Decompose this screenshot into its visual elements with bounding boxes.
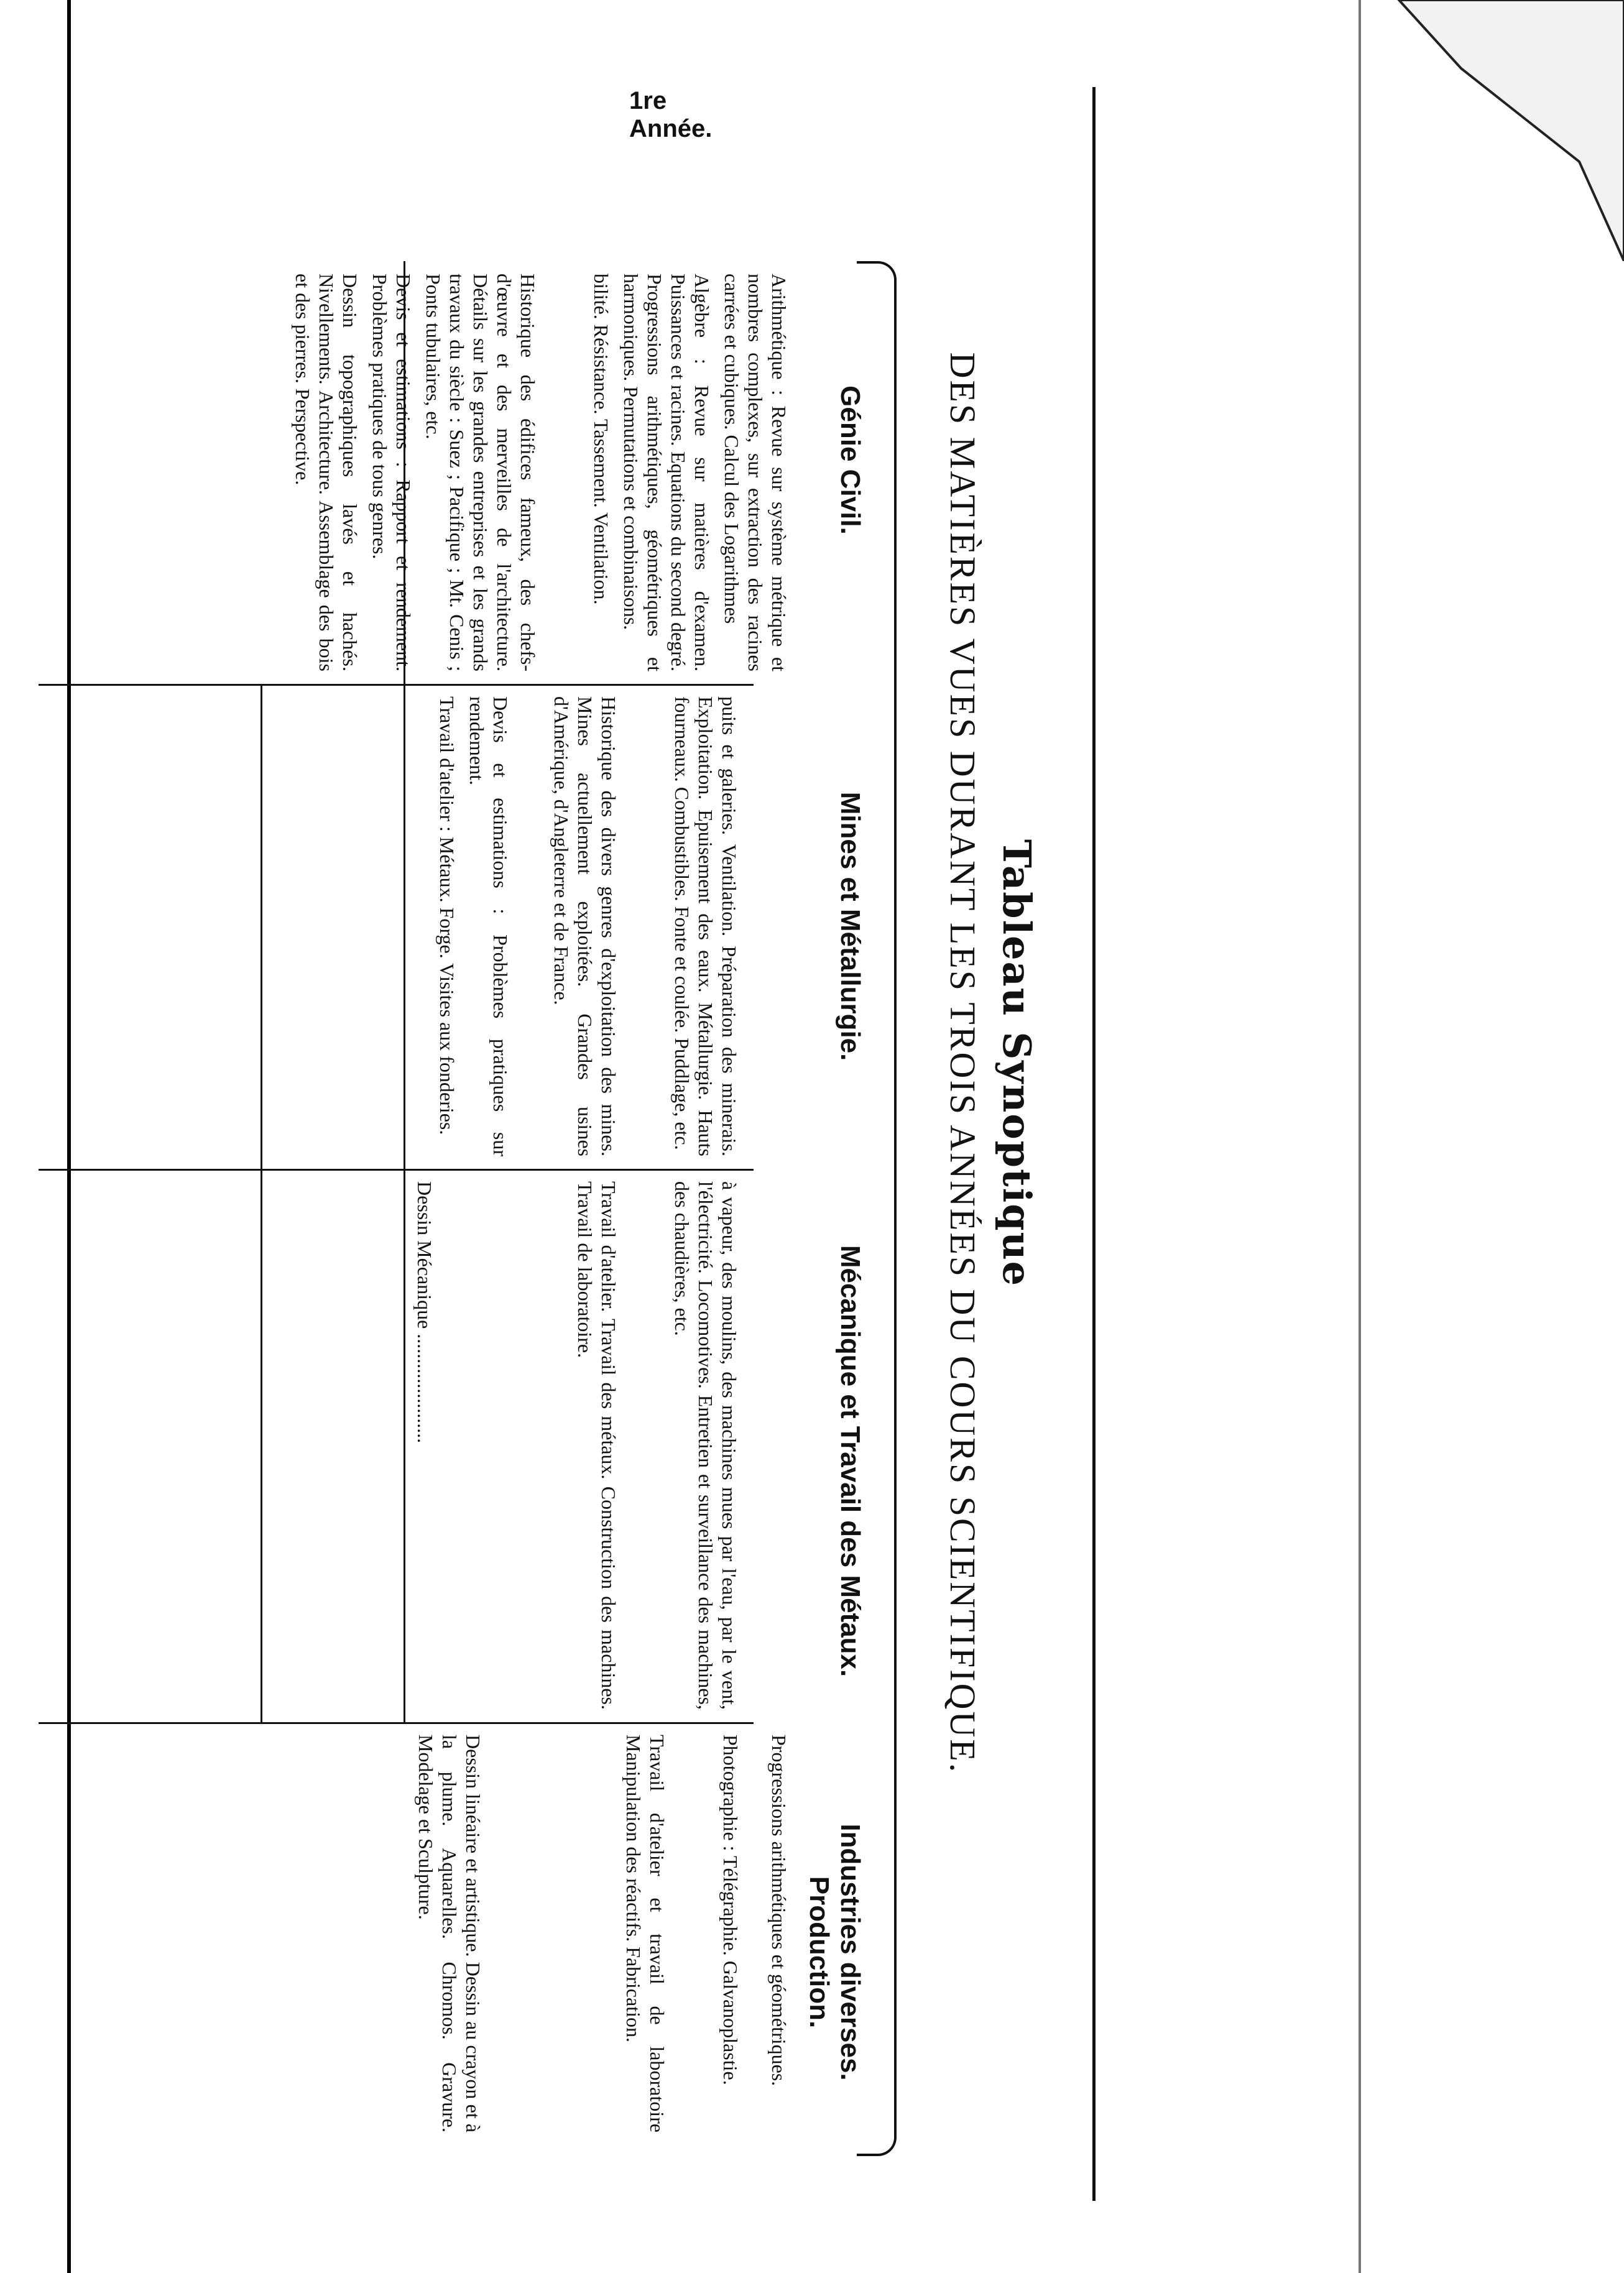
text-block: à vapeur, des moulins, des machines mues par l'eau, par le vent, l'électricité. Locomotives. Entretien et surveillance des machines, des chaudières, etc. bbox=[671, 1181, 740, 1710]
frame-top-rule bbox=[1092, 87, 1096, 2201]
text-block: Photographie : Télégraphie. Galvanoplastie. bbox=[719, 1735, 742, 2085]
year-label: 1re Année. bbox=[629, 87, 713, 142]
text-block: Travail d'atelier. Travail des métaux. Construction des machines. Travail de laboratoire. bbox=[574, 1181, 620, 1710]
text-block: Travail d'atelier : Métaux. Forge. Visites aux fonderies. bbox=[436, 696, 458, 1135]
text-block: Historique des divers genres d'exploitation des mines. Mines actuellement exploitées. Grandes usines d'Amérique, d'Angleterre et de France. bbox=[550, 696, 620, 1156]
text-block: Travail d'atelier et travail de laboratoire Manipulation des réactifs. Fabrication. bbox=[622, 1735, 668, 2132]
column-mines bbox=[429, 696, 741, 1156]
divider-3 bbox=[39, 1722, 754, 1724]
text-block: Arithmétique : Revue sur système métrique et nombres complexes, sur extraction des racines carrées et cubiques. Calcul des Logarithmes bbox=[721, 274, 790, 671]
text-block: Devis et estimations : Rapport et rendement. Problèmes pratiques de tous genres. bbox=[369, 274, 415, 671]
text-block: bilité. Résistance. Tassement. Ventilation. bbox=[590, 274, 612, 605]
heading-mecanique: Mécanique et Travail des Métaux. bbox=[835, 1245, 865, 1677]
page-subtitle: DES MATIÈRES VUES DURANT LES TROIS ANNÉES DU COURS SCIENTIFIQUE. bbox=[943, 352, 983, 1774]
heading-genie-civil: Génie Civil. bbox=[835, 385, 865, 535]
text-block: Historique des édifices fameux, des chefs-d'œuvre et des merveilles de l'architecture. Détails sur les grandes entreprises et les grands travaux du siècle : Suez ; Pacifique ; Mt. Cenis ; Ponts tubulaires, etc. bbox=[422, 274, 539, 671]
heading-industries: Industries diverses. Production. bbox=[804, 1823, 865, 2081]
text-block: Progressions arithmétiques et géométriques. bbox=[768, 1735, 790, 2086]
divider-2 bbox=[39, 1169, 754, 1171]
text-block: Algèbre : Revue sur matières d'examen. Puissances et racines. Equations du second degré. Progressions arithmétiques, géométriques et harmoniques. Permutations et combinaisons. bbox=[620, 274, 713, 671]
row-rule-2 bbox=[261, 684, 262, 1722]
text-block: Dessin linéaire et artistique. Dessin au crayon et à la plume. Aquarelles. Chromos. Gravure. Modelage et Sculpture. bbox=[415, 1735, 484, 2132]
column-industries bbox=[408, 1735, 791, 2132]
column-genie-civil bbox=[285, 274, 791, 671]
heading-mines: Mines et Métallurgie. bbox=[835, 791, 865, 1061]
divider-1 bbox=[39, 684, 754, 686]
page-title: Tableau Synoptique bbox=[994, 839, 1040, 1288]
text-block: Dessin Mécanique ...................... bbox=[413, 1181, 436, 1444]
column-headings bbox=[797, 261, 865, 2151]
text-block: Devis et estimations : Problèmes pratiques sur rendement. bbox=[466, 696, 512, 1156]
text-block: puits et galeries. Ventilation. Préparation des minerais. Exploitation. Epuisement des eaux. Métallurgie. Hauts fourneaux. Combustibles. Fonte et coulée. Puddlage, etc. bbox=[671, 696, 740, 1156]
text-block: Dessin topographiques lavés et hachés. Nivellements. Architecture. Assemblage des bois et des pierres. Perspective. bbox=[292, 274, 361, 671]
column-mecanique bbox=[407, 1181, 741, 1710]
